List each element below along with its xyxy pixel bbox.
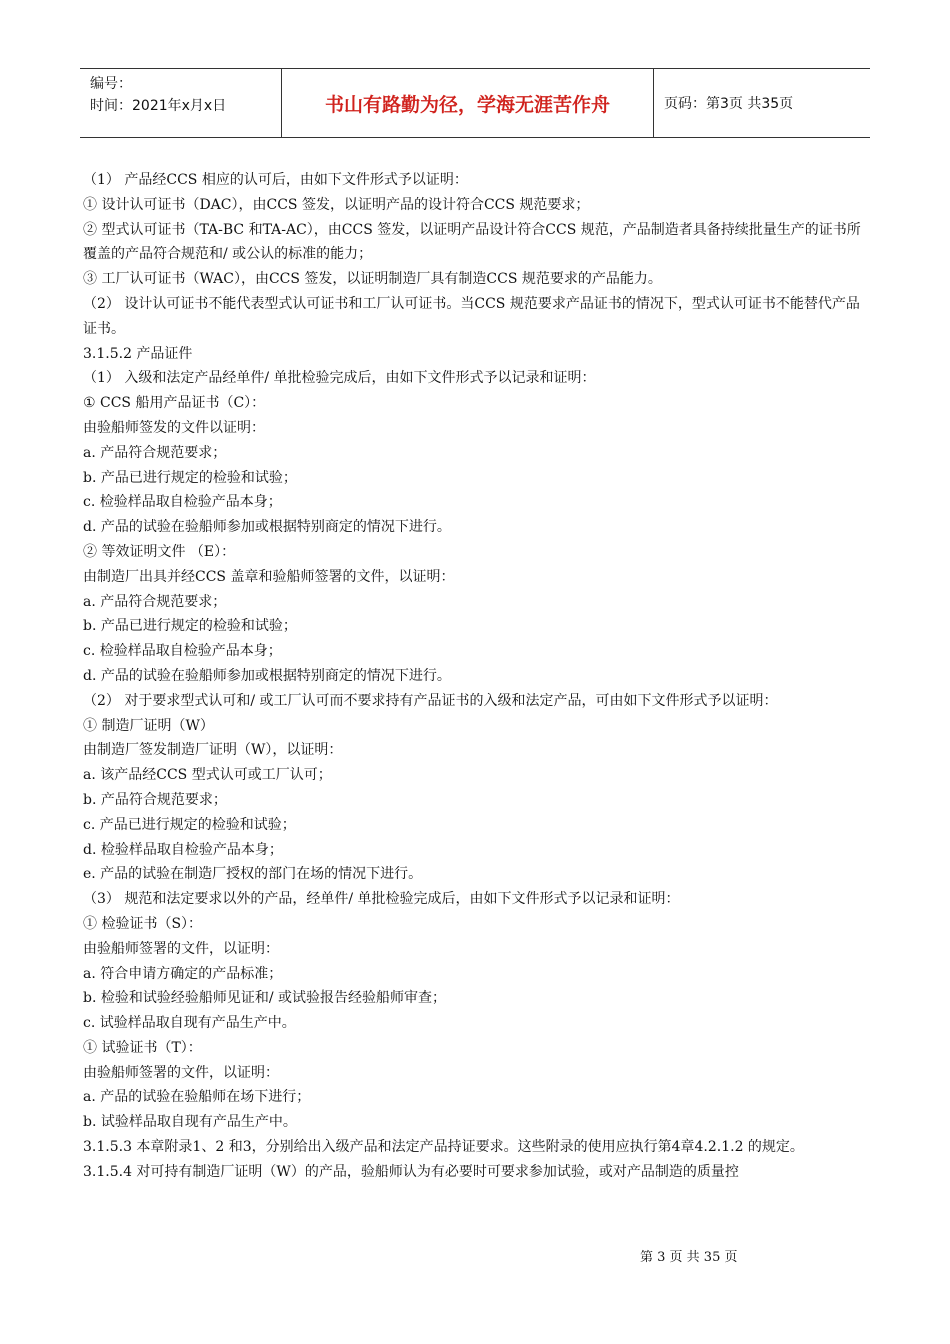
- section-heading: 3.1.5.2 产品证件: [83, 345, 193, 362]
- paragraph: ② 型式认可证书（TA-BC 和TA-AC），由CCS 签发，以证明产品设计符合CCS 规范，产品制造者具备持续批量生产的证书所覆盖的产品符合规范和/ 或公认的标准的能力；: [83, 221, 861, 263]
- list-item: a. 符合申请方确定的产品标准；: [83, 965, 283, 982]
- list-item: a. 产品的试验在验船师在场下进行；: [83, 1089, 311, 1106]
- list-item: e. 产品的试验在制造厂授权的部门在场的情况下进行。: [83, 866, 423, 883]
- list-item: d. 产品的试验在验船师参加或根据特别商定的情况下进行。: [83, 519, 451, 536]
- paragraph: （1） 入级和法定产品经单件/ 单批检验完成后，由如下文件形式予以记录和证明：: [83, 370, 596, 387]
- paragraph: ① CCS 船用产品证书（C）：: [83, 395, 266, 412]
- header-meta: [80, 69, 282, 137]
- paragraph: ① 制造厂证明（W）: [83, 717, 214, 734]
- list-item: b. 试验样品取自现有产品生产中。: [83, 1114, 297, 1131]
- list-item: b. 产品已进行规定的检验和试验；: [83, 469, 297, 486]
- paragraph: 3.1.5.3 本章附录1、2 和3，分别给出入级产品和法定产品持证要求。这些附录的使用应执行第4章4.2.1.2 的规定。: [83, 1139, 804, 1156]
- date-label: 时间：2021年x月x日: [90, 98, 227, 114]
- list-item: a. 产品符合规范要求；: [83, 593, 227, 610]
- page-header: [80, 68, 870, 138]
- paragraph: 由验船师签署的文件，以证明：: [83, 940, 279, 957]
- paragraph: （2） 设计认可证书不能代表型式认可证书和工厂认可证书。当CCS 规范要求产品证书的情况下，型式认可证书不能替代产品证书。: [83, 295, 860, 337]
- list-item: c. 试验样品取自现有产品生产中。: [83, 1015, 296, 1032]
- page-footer: 第 3 页 共 35 页: [640, 1250, 738, 1265]
- paragraph: 3.1.5.4 对可持有制造厂证明（W）的产品，验船师认为有必要时可要求参加试验，或对产品制造的质量控: [83, 1163, 739, 1180]
- paragraph: （2） 对于要求型式认可和/ 或工厂认可而不要求持有产品证书的入级和法定产品，可由如下文件形式予以证明：: [83, 692, 778, 709]
- list-item: c. 产品已进行规定的检验和试验；: [83, 816, 296, 833]
- paragraph: 由验船师签署的文件，以证明：: [83, 1064, 279, 1081]
- paragraph: 由制造厂出具并经CCS 盖章和验船师签署的文件，以证明：: [83, 568, 455, 585]
- paragraph: ① 检验证书（S）：: [83, 915, 203, 932]
- paragraph: （3） 规范和法定要求以外的产品，经单件/ 单批检验完成后，由如下文件形式予以记录和证明：: [83, 891, 680, 908]
- paragraph: （1） 产品经CCS 相应的认可后，由如下文件形式予以证明：: [83, 172, 468, 188]
- list-item: d. 检验样品取自检验产品本身；: [83, 841, 283, 858]
- list-item: b. 检验和试验经验船师见证和/ 或试验报告经验船师审查；: [83, 990, 447, 1007]
- header-motto: 书山有路勤为径，学海无涯苦作舟: [282, 69, 654, 137]
- paragraph: 由验船师签发的文件以证明：: [83, 419, 265, 436]
- paragraph: 由制造厂签发制造厂证明（W），以证明：: [83, 742, 343, 759]
- paragraph: ① 试验证书（T）：: [83, 1039, 202, 1056]
- list-item: b. 产品符合规范要求；: [83, 791, 227, 808]
- list-item: c. 检验样品取自检验产品本身；: [83, 643, 282, 660]
- list-item: a. 产品符合规范要求；: [83, 444, 227, 461]
- list-item: b. 产品已进行规定的检验和试验；: [83, 618, 297, 635]
- paragraph: ③ 工厂认可证书（WAC），由CCS 签发，以证明制造厂具有制造CCS 规范要求的产品能力。: [83, 271, 662, 288]
- list-item: c. 检验样品取自检验产品本身；: [83, 494, 282, 511]
- number-label: 编号：: [90, 76, 132, 92]
- paragraph: ① 设计认可证书（DAC），由CCS 签发，以证明产品的设计符合CCS 规范要求；: [83, 196, 590, 213]
- list-item: a. 该产品经CCS 型式认可或工厂认可；: [83, 767, 332, 784]
- paragraph: ② 等效证明文件 （E）：: [83, 543, 236, 560]
- list-item: d. 产品的试验在验船师参加或根据特别商定的情况下进行。: [83, 667, 451, 684]
- document-body: [83, 168, 867, 1185]
- header-page-info: 页码：第3页 共35页: [664, 96, 794, 112]
